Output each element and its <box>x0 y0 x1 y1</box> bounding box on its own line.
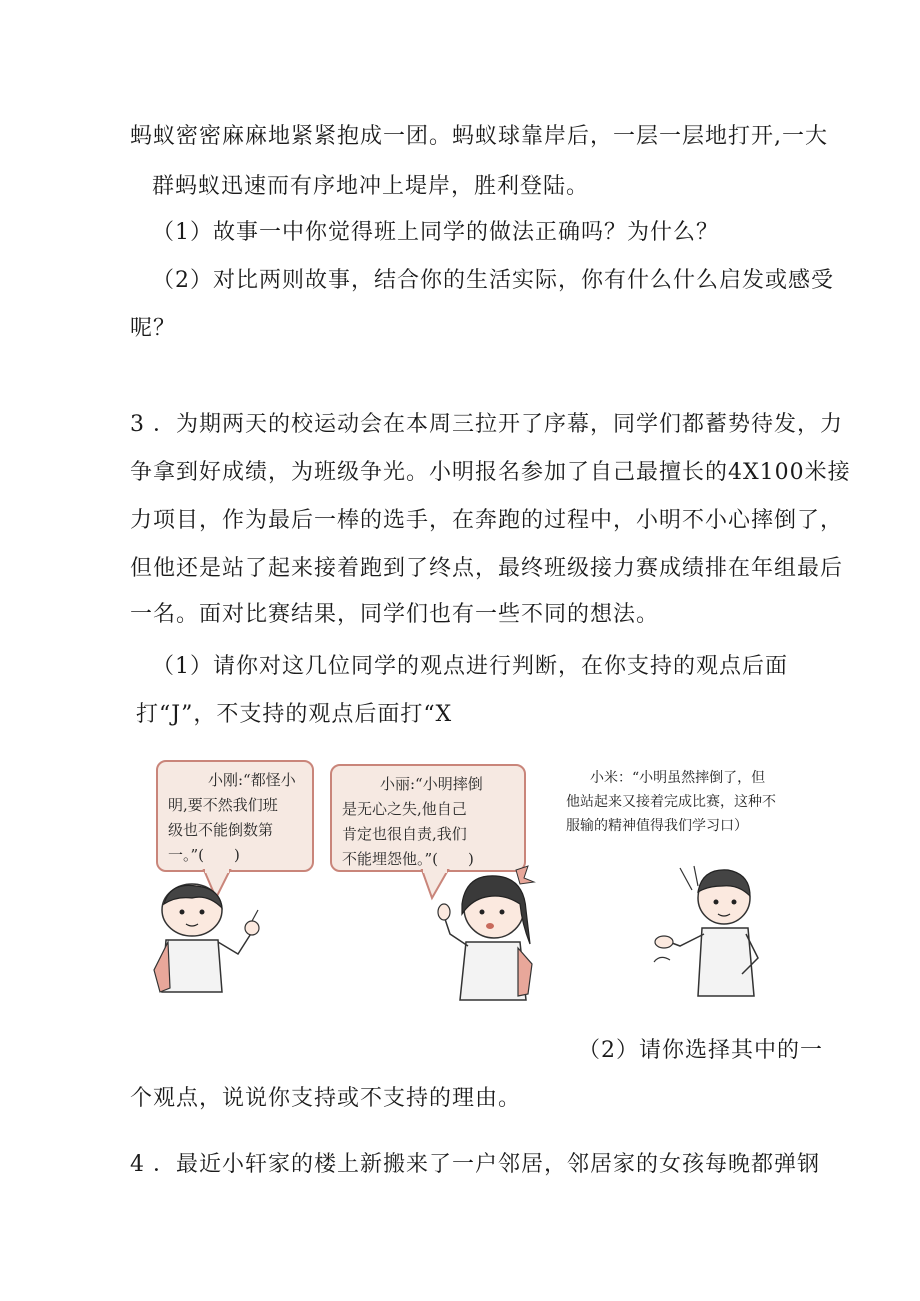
question-2-cont: 呢？ <box>130 316 177 341</box>
boy-xiaomi-illustration <box>650 862 770 1002</box>
question-3-sub1-cont: 打“J”，不支持的观点后面打“X <box>136 702 453 727</box>
paragraph-line: 蚂蚁密密麻麻地紧紧抱成一团。蚂蚁球靠岸后，一层一层地打开,一大 <box>130 124 828 149</box>
speech-bubble-xiaogang <box>156 760 314 872</box>
question-3-line: 一名。面对比赛结果，同学们也有一些不同的想法。 <box>130 602 660 627</box>
speech-bubble-xiaoli <box>330 764 526 872</box>
bubble-line: 级也不能倒数第 <box>168 821 274 839</box>
question-4-line: 4 ．最近小轩家的楼上新搬来了一户邻居，邻居家的女孩每晚都弹钢 <box>130 1152 820 1177</box>
bubble-line: 肯定也很自责,我们 <box>342 825 467 843</box>
question-3-line: 力项目，作为最后一棒的选手，在奔跑的过程中，小明不小心摔倒了， <box>130 508 844 533</box>
caption-line: 服输的精神值得我们学习口） <box>566 818 748 834</box>
bubble-line: 不能埋怨他。”( ) <box>342 850 474 868</box>
caption-line: 他站起来又接着完成比赛，这种不 <box>566 794 776 810</box>
question-3-line: 争拿到好成绩，为班级争光。小明报名参加了自己最擅长的4X100米接 <box>130 460 851 485</box>
question-3-line: 但他还是站了起来接着跑到了终点，最终班级接力赛成绩排在年组最后 <box>130 556 844 581</box>
bubble-line: 小丽:“小明摔倒 <box>380 775 483 793</box>
question-2: （2）对比两则故事，结合你的生活实际，你有什么什么启发或感受 <box>152 268 834 293</box>
question-3-sub2-cont: 个观点，说说你支持或不支持的理由。 <box>130 1086 522 1111</box>
question-3-line: 3 ．为期两天的校运动会在本周三拉开了序幕，同学们都蓄势待发，力 <box>130 412 843 437</box>
paragraph-line: 群蚂蚁迅速而有序地冲上堤岸，胜利登陆。 <box>152 174 590 199</box>
girl-xiaoli-illustration <box>432 864 542 1002</box>
question-1: （1）故事一中你觉得班上同学的做法正确吗？为什么？ <box>152 220 719 245</box>
boy-xiaogang-illustration <box>148 880 268 1002</box>
question-3-sub2: （2）请你选择其中的一 <box>578 1038 823 1063</box>
bubble-line: 一。”( ) <box>168 846 240 864</box>
bubble-line: 明,要不然我们班 <box>168 796 278 814</box>
caption-line: 小米：“小明虽然摔倒了，但 <box>590 770 766 786</box>
question-3-sub1: （1）请你对这几位同学的观点进行判断，在你支持的观点后面 <box>152 654 788 679</box>
bubble-line: 小刚:“都怪小 <box>208 771 296 789</box>
bubble-line: 是无心之失,他自己 <box>342 800 467 818</box>
